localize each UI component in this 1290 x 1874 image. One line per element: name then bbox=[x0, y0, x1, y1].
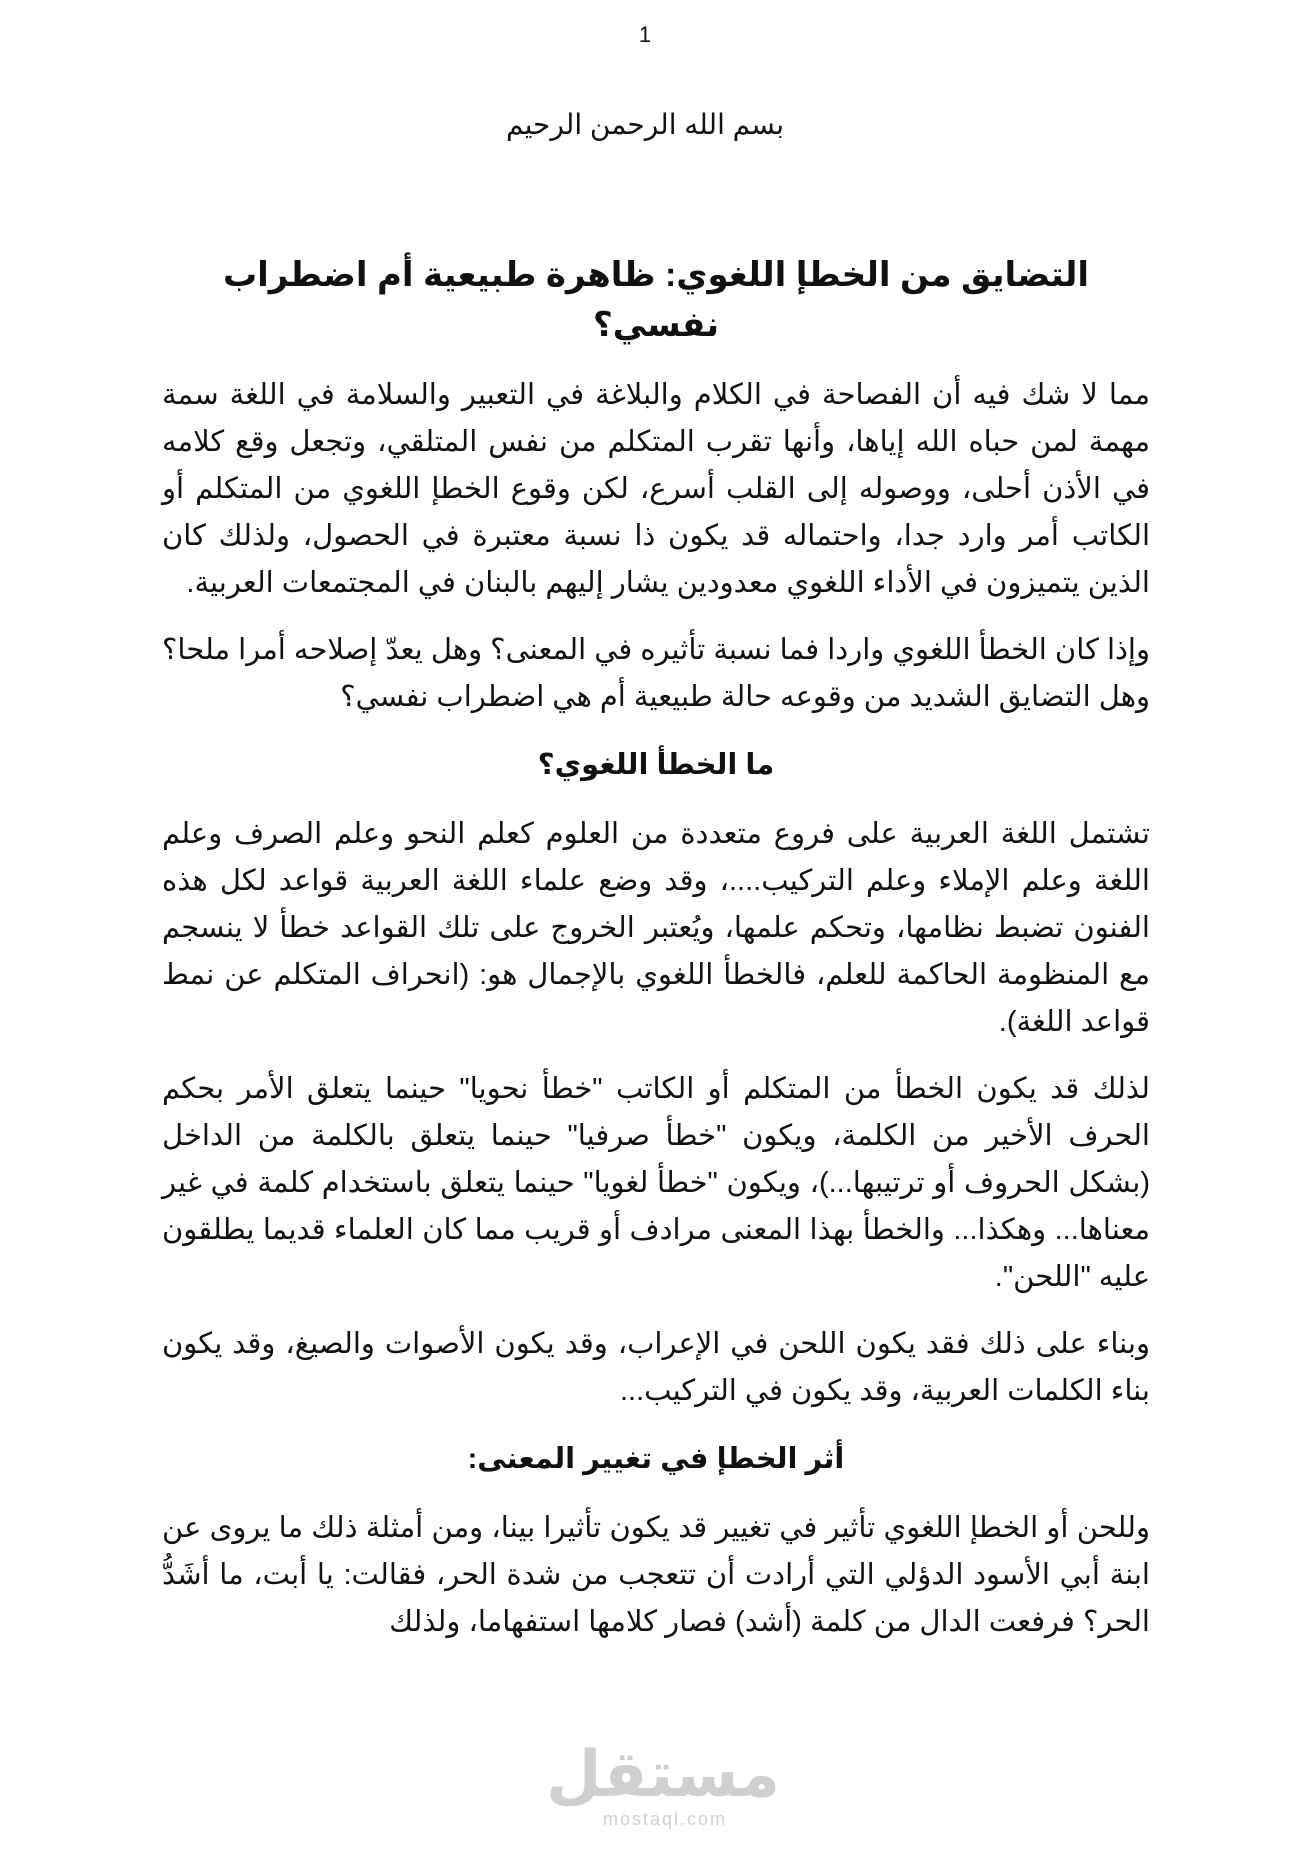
article-body bbox=[162, 250, 1150, 1666]
mostaql-watermark bbox=[545, 1738, 780, 1830]
section-heading-meaning-impact: أثر الخطإ في تغيير المعنى: bbox=[467, 1443, 845, 1475]
meaning-impact-paragraph-1: وللحن أو الخطإ اللغوي تأثير في تغيير قد يكون تأثيرا بينا، ومن أمثلة ذلك ما يروى عن ابنة أبي الأسود الدؤلي التي أرادت أن تتعجب من شدة الحر، فقالت: يا أبت، ما أشَدُّ الحر؟ فرفعت الدال من كلمة (أشد) فصار كلامها استفهاما، ولذلك bbox=[162, 1512, 1150, 1638]
article-title: التضايق من الخطإ اللغوي: ظاهرة طبيعية أم اضطراب نفسي؟ bbox=[222, 256, 1090, 344]
definition-paragraph-1: تشتمل اللغة العربية على فروع متعددة من العلوم كعلم النحو وعلم الصرف وعلم اللغة وعلم الإملاء وعلم التركيب....، وقد وضع علماء اللغة العربية قواعد لكل هذه الفنون تضبط نظامها، وتحكم علمها، ويُعتبر الخروج على تلك القواعد خطأ لا ينسجم مع المنظومة الحاكمة للعلم، فالخطأ اللغوي بالإجمال هو: (انحراف المتكلم عن نمط قواعد اللغة). bbox=[162, 818, 1150, 1038]
definition-paragraph-2: لذلك قد يكون الخطأ من المتكلم أو الكاتب "خطأ نحويا" حينما يتعلق الأمر بحكم الحرف الأخير من الكلمة، ويكون "خطأ صرفيا" حينما يتعلق بالكلمة من الداخل (بشكل الحروف أو ترتيبها...)، ويكون "خطأ لغويا" حينما يتعلق باستخدام كلمة في غير معناها... وهكذا... والخطأ بهذا المعنى مرادف أو قريب مما كان العلماء قديما يطلقون عليه "اللحن". bbox=[162, 1073, 1150, 1293]
intro-paragraph-1: مما لا شك فيه أن الفصاحة في الكلام والبلاغة في التعبير والسلامة في اللغة سمة مهمة لمن حباه الله إياها، وأنها تقرب المتكلم من نفس المتلقي، وتجعل وقع كلامه في الأذن أحلى، ووصوله إلى القلب أسرع، لكن وقوع الخطإ اللغوي من المتكلم أو الكاتب أمر وارد جدا، واحتماله قد يكون ذا نسبة معتبرة في الحصول، ولذلك كان الذين يتميزون في الأداء اللغوي معدودين يشار إليهم بالبنان في المجتمعات العربية. bbox=[162, 379, 1150, 599]
page-number: 1 bbox=[638, 22, 652, 47]
watermark-logo: مستقل bbox=[545, 1738, 780, 1810]
basmala: بسم الله الرحمن الرحيم bbox=[505, 109, 785, 140]
definition-paragraph-3: وبناء على ذلك فقد يكون اللحن في الإعراب، وقد يكون الأصوات والصيغ، وقد يكون بناء الكلمات العربية، وقد يكون في التركيب... bbox=[162, 1328, 1150, 1407]
section-heading-definition: ما الخطأ اللغوي؟ bbox=[537, 749, 775, 781]
watermark-domain: mostaql.com bbox=[602, 1809, 728, 1829]
intro-paragraph-2: وإذا كان الخطأ اللغوي واردا فما نسبة تأثيره في المعنى؟ وهل يعدّ إصلاحه أمرا ملحا؟ وهل التضايق الشديد من وقوعه حالة طبيعية أم هي اضطراب نفسي؟ bbox=[162, 634, 1150, 713]
